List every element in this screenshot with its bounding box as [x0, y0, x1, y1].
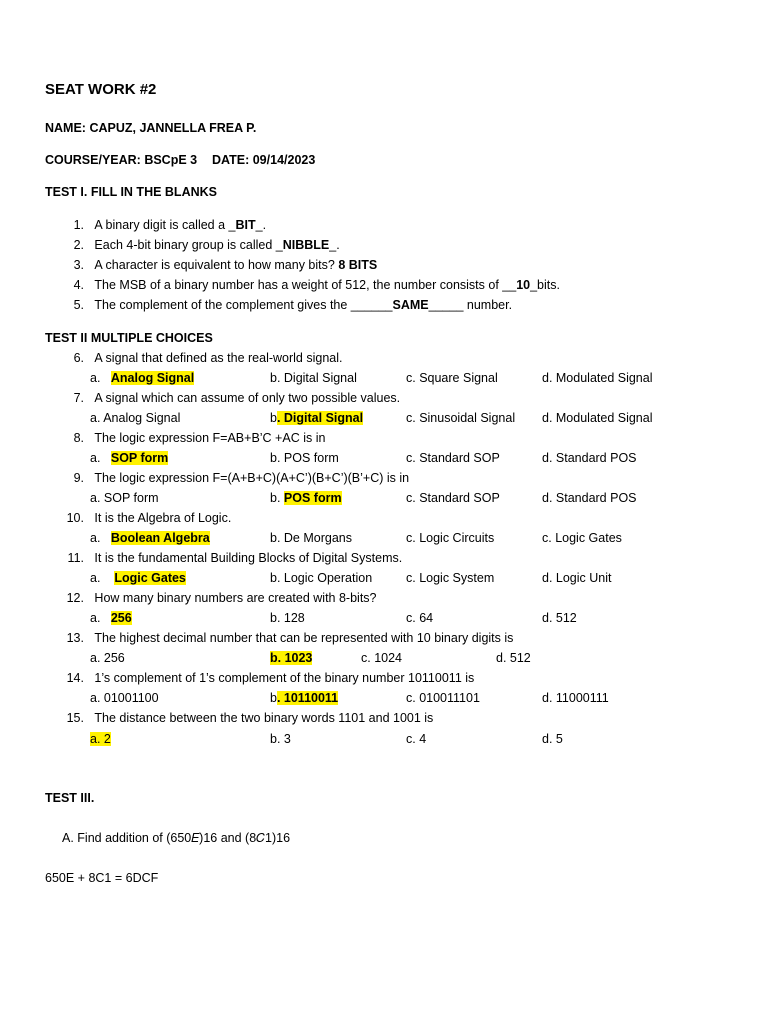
q7-option-c: c. Sinusoidal Signal [406, 411, 516, 425]
test3-item-a: A. Find addition of (650𝐸)16 and (8𝐶1)16 [62, 831, 291, 845]
q10-option-b: b. De Morgans [270, 531, 352, 545]
q10-option-a: a. Boolean Algebra [90, 531, 210, 545]
q7-option-a: a. Analog Signal [90, 411, 181, 425]
test1-item-4: 4. The MSB of a binary number has a weight of 512, the number consists of __10_bits. [73, 278, 560, 292]
q6-option-a: a. Analog Signal [90, 371, 195, 385]
question-12: 12. How many binary numbers are created with 8-bits? [66, 591, 377, 605]
q8-option-b: b. POS form [270, 451, 339, 465]
question-7: 7. A signal which can assume of only two possible values. [73, 391, 401, 405]
q13-option-b: b. 1023 [270, 651, 313, 665]
question-6: 6. A signal that defined as the real-world signal. [73, 351, 343, 365]
q9-option-b: b. POS form [270, 491, 342, 505]
question-14: 14. 1’s complement of 1’s complement of the binary number 10110011 is [66, 671, 475, 685]
question-13: 13. The highest decimal number that can be represented with 10 binary digits is [66, 631, 514, 645]
test1-item-3: 3. A character is equivalent to how many bits? 8 BITS [73, 258, 378, 272]
q9-option-d: d. Standard POS [542, 491, 637, 505]
q13-option-a: a. 256 [90, 651, 125, 665]
q11-option-b: b. Logic Operation [270, 571, 373, 585]
test1-heading: TEST I. FILL IN THE BLANKS [45, 185, 217, 199]
test1-item-5: 5. The complement of the complement gives the ______SAME_____ number. [73, 298, 513, 312]
q13-option-c: c. 1024 [361, 651, 403, 665]
date: DATE: 09/14/2023 [212, 153, 316, 167]
q7-option-b: b. Digital Signal [270, 411, 364, 425]
page-title: SEAT WORK #2 [45, 81, 157, 98]
question-15: 15. The distance between the two binary words 1101 and 1001 is [66, 711, 434, 725]
q8-option-c: c. Standard SOP [406, 451, 500, 465]
q6-option-b: b. Digital Signal [270, 371, 357, 385]
test2-heading: TEST II MULTIPLE CHOICES [45, 331, 213, 345]
test1-item-2: 2. Each 4-bit binary group is called _NIBBLE_. [73, 238, 340, 252]
q8-option-a: a. SOP form [90, 451, 169, 465]
q12-option-b: b. 128 [270, 611, 305, 625]
q10-option-d: c. Logic Gates [542, 531, 622, 545]
q7-option-d: d. Modulated Signal [542, 411, 653, 425]
q12-option-d: d. 512 [542, 611, 577, 625]
q8-option-d: d. Standard POS [542, 451, 637, 465]
q13-option-d: d. 512 [496, 651, 531, 665]
q12-option-a: a. 256 [90, 611, 132, 625]
q14-option-c: c. 010011101 [406, 691, 480, 705]
course-year: COURSE/YEAR: BSCpE 3 [45, 153, 198, 167]
question-9: 9. The logic expression F=(A+B+C)(A+C’)(B+C’)(B’+C) is in [73, 471, 410, 485]
q11-option-d: d. Logic Unit [542, 571, 612, 585]
student-name: NAME: CAPUZ, JANNELLA FREA P. [45, 121, 257, 135]
q10-option-c: c. Logic Circuits [406, 531, 495, 545]
question-8: 8. The logic expression F=AB+B’C +AC is in [73, 431, 326, 445]
q15-option-a: a. 2 [90, 732, 111, 746]
q15-option-d: d. 5 [542, 732, 563, 746]
q15-option-b: b. 3 [270, 732, 291, 746]
q11-option-c: c. Logic System [406, 571, 495, 585]
q9-option-c: c. Standard SOP [406, 491, 500, 505]
test3-heading: TEST III. [45, 791, 95, 805]
question-10: 10. It is the Algebra of Logic. [66, 511, 232, 525]
question-11: 11. It is the fundamental Building Blocks of Digital Systems. [67, 551, 403, 565]
test3-answer: 650E + 8C1 = 6DCF [45, 871, 159, 885]
q14-option-b: b. 10110011 [270, 691, 339, 705]
q14-option-d: d. 11000111 [542, 691, 609, 705]
q15-option-c: c. 4 [406, 732, 427, 746]
q11-option-a: a. Logic Gates [90, 571, 186, 585]
q6-option-d: d. Modulated Signal [542, 371, 653, 385]
q14-option-a: a. 01001100 [90, 691, 159, 705]
q9-option-a: a. SOP form [90, 491, 159, 505]
test1-item-1: 1. A binary digit is called a _BIT_. [73, 218, 267, 232]
q12-option-c: c. 64 [406, 611, 434, 625]
q6-option-c: c. Square Signal [406, 371, 498, 385]
